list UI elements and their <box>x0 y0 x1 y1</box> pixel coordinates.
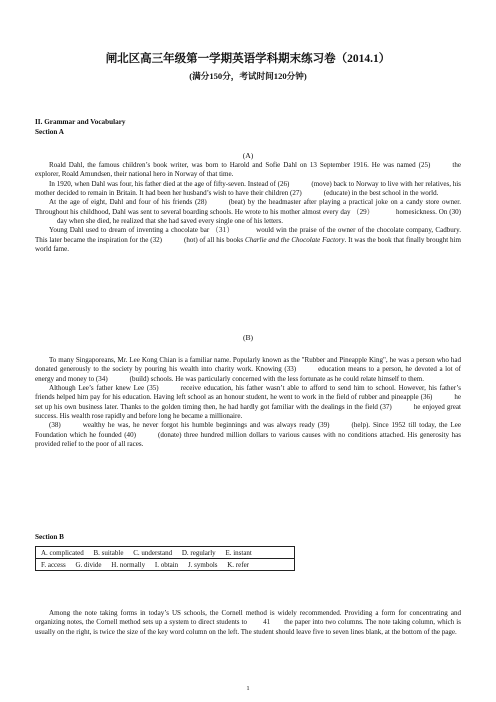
text-run: (hot) of all his books <box>183 235 244 244</box>
section-heading: II. Grammar and Vocabulary <box>35 118 126 126</box>
text-run: receive education, his father wasn’t able to afford to send him to school. However, his father’s friends helped him pay for his education. Having left school as an honour student, he went to work in the field of rubber and pineapple (36) <box>35 384 462 402</box>
text-run: (educate) in the best school in the world. <box>323 189 439 198</box>
passage-a-paragraph-2 <box>35 180 461 199</box>
passage-b-paragraph-1 <box>35 356 461 384</box>
passage-a-label: (A) <box>242 151 254 160</box>
text-run: homesickness. On (30) <box>395 207 462 216</box>
text-run: (move) back to Norway to live with her relatives, his mother decided to remain in Britain. It had been her husband’s wish to have their children (27) <box>35 179 461 198</box>
word-option: E. instant <box>225 548 252 557</box>
text-run: (build) schools. He was particularly concerned with the less fortunate as he could relate himself to them. <box>129 374 424 383</box>
section-b-passage <box>35 609 461 637</box>
word-bank-row-1 <box>36 547 295 559</box>
text-run: Roald Dahl, the famous children’s book writer, was born to Harold and Sofie Dahl on 13 September 1916. He was named (25) <box>49 161 431 169</box>
blank-41-number: 41 <box>263 618 271 627</box>
passage-b <box>35 356 461 449</box>
passage-a <box>35 161 461 254</box>
text-run: In 1920, when Dahl was four, his father died at the age of fifty-seven. Instead of (26) <box>49 179 290 188</box>
text-run: he set up his own business later. Thanks to the golden timing then, he had hardly got familiar with the dealings in the field (37) <box>35 393 461 411</box>
text-run: Among the note <box>49 609 97 617</box>
word-option: C. understand <box>133 548 173 557</box>
text-run: US schools, the Cornell method is widely recommended. Providing a form for concentrating and organizing notes, the Cornell method sets up a system to direct students to <box>35 609 461 627</box>
word-option: F. access <box>41 560 66 569</box>
text-run: . It was the book that finally brought him world fame. <box>35 235 461 254</box>
page-number: 1 <box>246 685 250 692</box>
word-option: H. normally <box>111 560 146 569</box>
word-option: I. obtain <box>154 560 179 569</box>
text-run: taking forms in today’s <box>99 609 169 617</box>
page-subtitle: (满分150分，考试时间120分钟) <box>189 71 307 81</box>
text-run: education means to a person, he devoted a lot of energy and money to (34) <box>35 365 461 383</box>
text-run: (help). Since 1952 till today, the Lee Foundation which he founded (40) <box>35 421 461 439</box>
book-title: Charlie and the Chocolate Factory <box>245 235 345 244</box>
text-run: wealthy he was, he never forgot his humble beginnings and was always ready (39) <box>82 421 330 430</box>
word-option: J. symbols <box>187 560 218 569</box>
word-option: B. suitable <box>93 548 124 557</box>
word-bank-cell <box>36 559 295 571</box>
word-bank-row-2 <box>36 559 295 571</box>
text-run: day when she died, he realized that she had saved every single one of his letters. <box>57 217 284 226</box>
passage-b-label: (B) <box>242 333 254 342</box>
passage-a-paragraph-4 <box>35 226 461 254</box>
text-run: would win the praise of the owner of the chocolate company, Cadbury. This later became the inspiration for the (32) <box>35 226 461 244</box>
text-run: (beat) by the headmaster after playing a practical joke on a candy store owner. Throughout his childhood, Dahl was sent to several boarding schools. He wrote to his mother almost every day （29） <box>35 198 461 216</box>
section-a-label: Section A <box>35 128 64 136</box>
text-run: At the age of eight, Dahl and four of his friends (28) <box>49 198 207 207</box>
passage-a-paragraph-1 <box>35 161 461 180</box>
passage-a-paragraph-3 <box>35 198 461 226</box>
text-run: the paper into two columns. The note taking column, which is usually on the right, is twice the size of the key word column on the left. The student should leave five to seven lines blank, at the bottom of the page. <box>35 618 462 636</box>
word-bank <box>35 546 295 571</box>
word-bank-cell <box>36 547 295 559</box>
passage-b-paragraph-3 <box>35 421 461 449</box>
word-option: G. divide <box>75 560 102 569</box>
text-run: To many Singaporeans, Mr. Lee Kong Chian is a familiar name. Popularly known as the "Rubber and Pineapple King", he was a person who had donated generously to the society by pouring his wealth into charity work. Knowing (33) <box>35 356 461 374</box>
text-run: Young Dahl used to dream of inventing a chocolate bar （31） <box>49 226 235 235</box>
text-run: (38) <box>49 421 61 430</box>
word-option: K. refer <box>227 560 250 569</box>
passage-b-paragraph-2 <box>35 384 461 421</box>
word-option: D. regularly <box>181 548 216 557</box>
word-option: A. complicated <box>41 548 84 557</box>
text-run: the explorer, Roald Amundsen, their national hero in Norway of that time. <box>35 161 461 179</box>
section-b-label: Section B <box>35 533 64 541</box>
text-run: (donate) three hundred million dollars to various causes with no conditions attached. His generosity has provided relief to the poor of all races. <box>35 430 462 449</box>
page-title: 闸北区高三年级第一学期英语学科期末练习卷（2014.1） <box>105 53 391 65</box>
text-run: he enjoyed great success. His wealth rose rapidly and before long he became a millionaire. <box>35 402 461 421</box>
text-run: Although Lee’s father knew Lee (35) <box>49 384 159 393</box>
section-b-paragraph-1 <box>35 609 461 637</box>
